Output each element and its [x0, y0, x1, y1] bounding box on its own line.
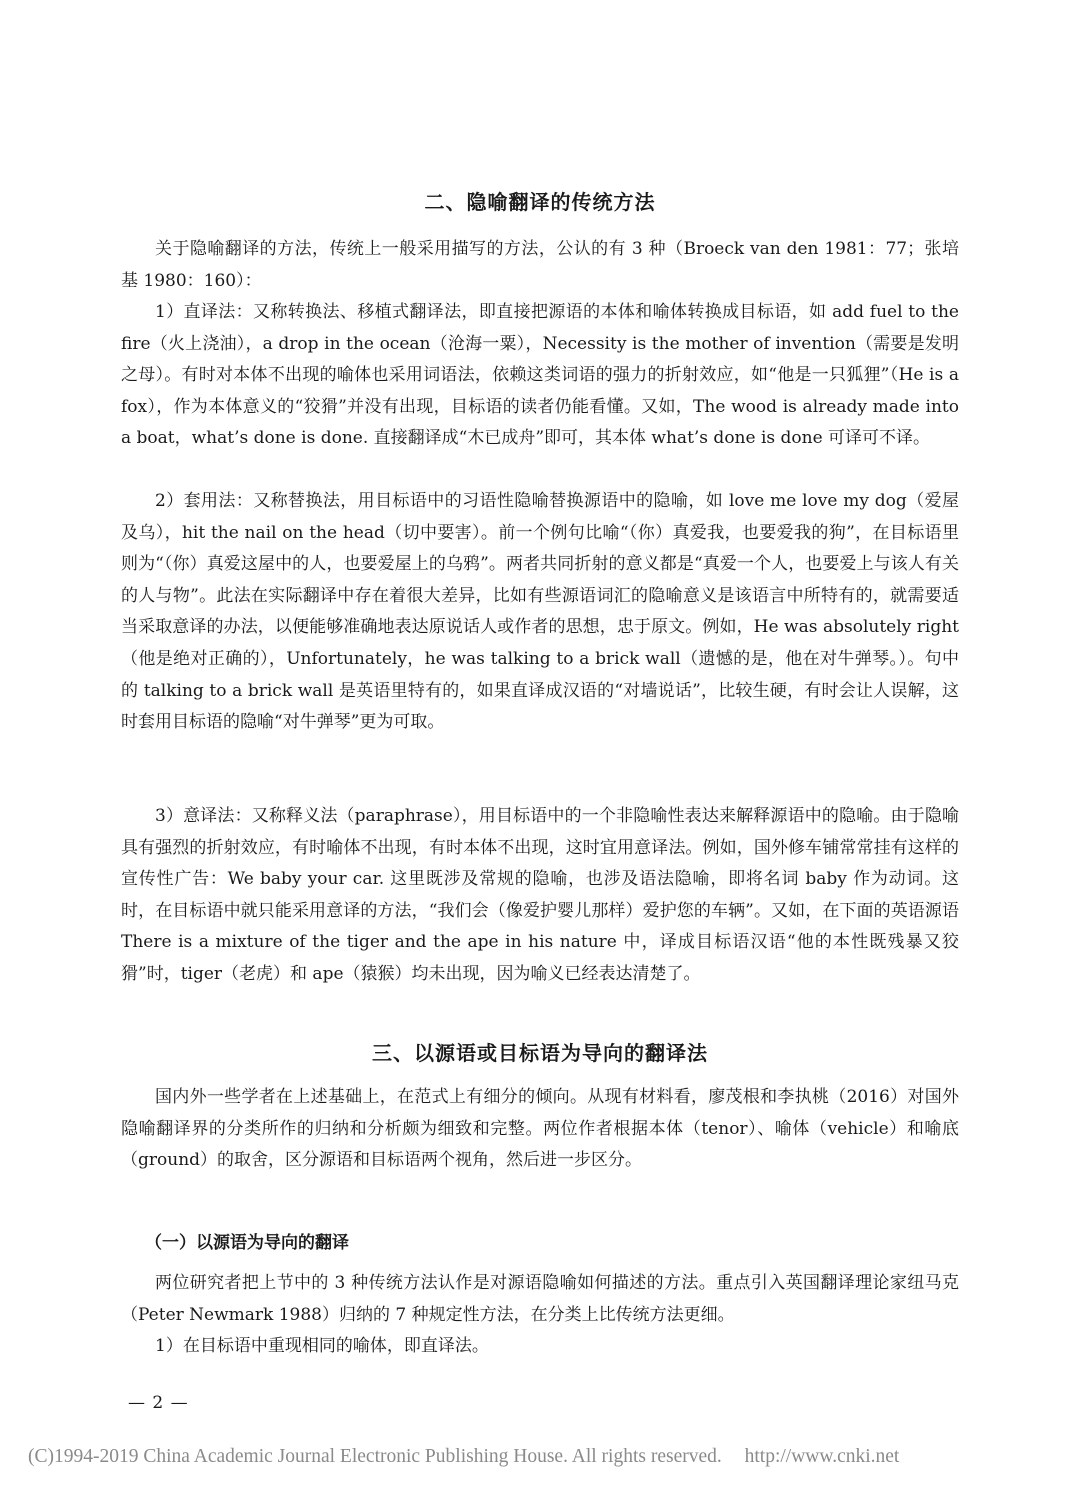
subsection-title-source-oriented: （一）以源语为导向的翻译 [145, 1233, 349, 1253]
source-oriented-paragraph: 两位研究者把上节中的 3 种传统方法认作是对源语隐喻如何描述的方法。重点引入英国翻译理论家纽马克（Peter Newmark 1988）归纳的 7 种规定性方法，在分类上比传统方法更细。 [121, 1273, 959, 1325]
method-substitution-paragraph: 2）套用法：又称替换法，用目标语中的习语性隐喻替换源语中的隐喻，如 love me love my dog（爱屋及乌），hit the nail on the head（切中要害）。前一个例句比喻“（你）真爱我，也要爱我的狗”，在目标语里则为“（你）真爱这屋中的人，也要爱屋上的乌鸦”。两者共同折射的意义都是“真爱一个人，也要爱上与该人有关的人与物”。此法在实际翻译中存在着很大差异，比如有些源语词汇的隐喻意义是该语言中所特有的，就需要适当采取意译的办法，以便能够准确地表达原说话人或作者的思想，忠于原文。例如，He was absolutely right（他是绝对正确的），Unfortunately，he was talking to a brick wall（遗憾的是，他在对牛弹琴。）。句中的 talking to a brick wall 是英语里特有的，如果直译成汉语的“对墙说话”，比较生硬，有时会让人误解，这时套用目标语的隐喻“对牛弹琴”更为可取。 [121, 491, 959, 733]
copyright-text: (C)1994-2019 China Academic Journal Electronic Publishing House. All rights reserved. [28, 1446, 722, 1467]
section-3-intro-paragraph: 国内外一些学者在上述基础上，在范式上有细分的倾向。从现有材料看，廖茂根和李执桃（2016）对国外隐喻翻译界的分类所作的归纳和分析颇为细致和完整。两位作者根据本体（tenor）、喻体（vehicle）和喻底（ground）的取舍，区分源语和目标语两个视角，然后进一步区分。 [121, 1087, 959, 1171]
page-number: — 2 — [128, 1393, 189, 1413]
section-2-intro-paragraph: 关于隐喻翻译的方法，传统上一般采用描写的方法，公认的有 3 种（Broeck van den 1981：77；张培基 1980：160）： [121, 239, 959, 291]
cnki-url: http://www.cnki.net [744, 1446, 900, 1467]
source-oriented-method-1-paragraph: 1）在目标语中重现相同的喻体，即直译法。 [155, 1336, 489, 1356]
section-title-oriented-methods: 三、以源语或目标语为导向的翻译法 [372, 1041, 708, 1065]
method-paraphrase-paragraph: 3）意译法：又称释义法（paraphrase），用目标语中的一个非隐喻性表达来解释源语中的隐喻。由于隐喻具有强烈的折射效应，有时喻体不出现，有时本体不出现，这时宜用意译法。例如，国外修车铺常常挂有这样的宣传性广告：We baby your car. 这里既涉及常规的隐喻，也涉及语法隐喻，即将名词 baby 作为动词。这时，在目标语中就只能采用意译的方法，“我们会（像爱护婴儿那样）爱护您的车辆”。又如，在下面的英语源语 There is a mixture of the tiger and the ape in his nature 中，译成目标语汉语“他的本性既残暴又狡猾”时，tiger（老虎）和 ape（猿猴）均未出现，因为喻义已经表达清楚了。 [121, 806, 959, 984]
copyright-footer [28, 1446, 1058, 1468]
section-title-traditional-methods: 二、隐喻翻译的传统方法 [424, 190, 656, 214]
method-literal-translation-paragraph: 1）直译法：又称转换法、移植式翻译法，即直接把源语的本体和喻体转换成目标语，如 add fuel to the fire（火上浇油），a drop in the ocean（沧海一粟），Necessity is the mother of invention（需要是发明之母）。有时对本体不出现的喻体也采用词语法，依赖这类词语的强力的折射效应，如“他是一只狐狸”（He is a fox），作为本体意义的“狡猾”并没有出现，目标语的读者仍能看懂。又如，The wood is already made into a boat，what’s done is done. 直接翻译成“木已成舟”即可，其本体 what’s done is done 可译可不译。 [121, 302, 959, 449]
